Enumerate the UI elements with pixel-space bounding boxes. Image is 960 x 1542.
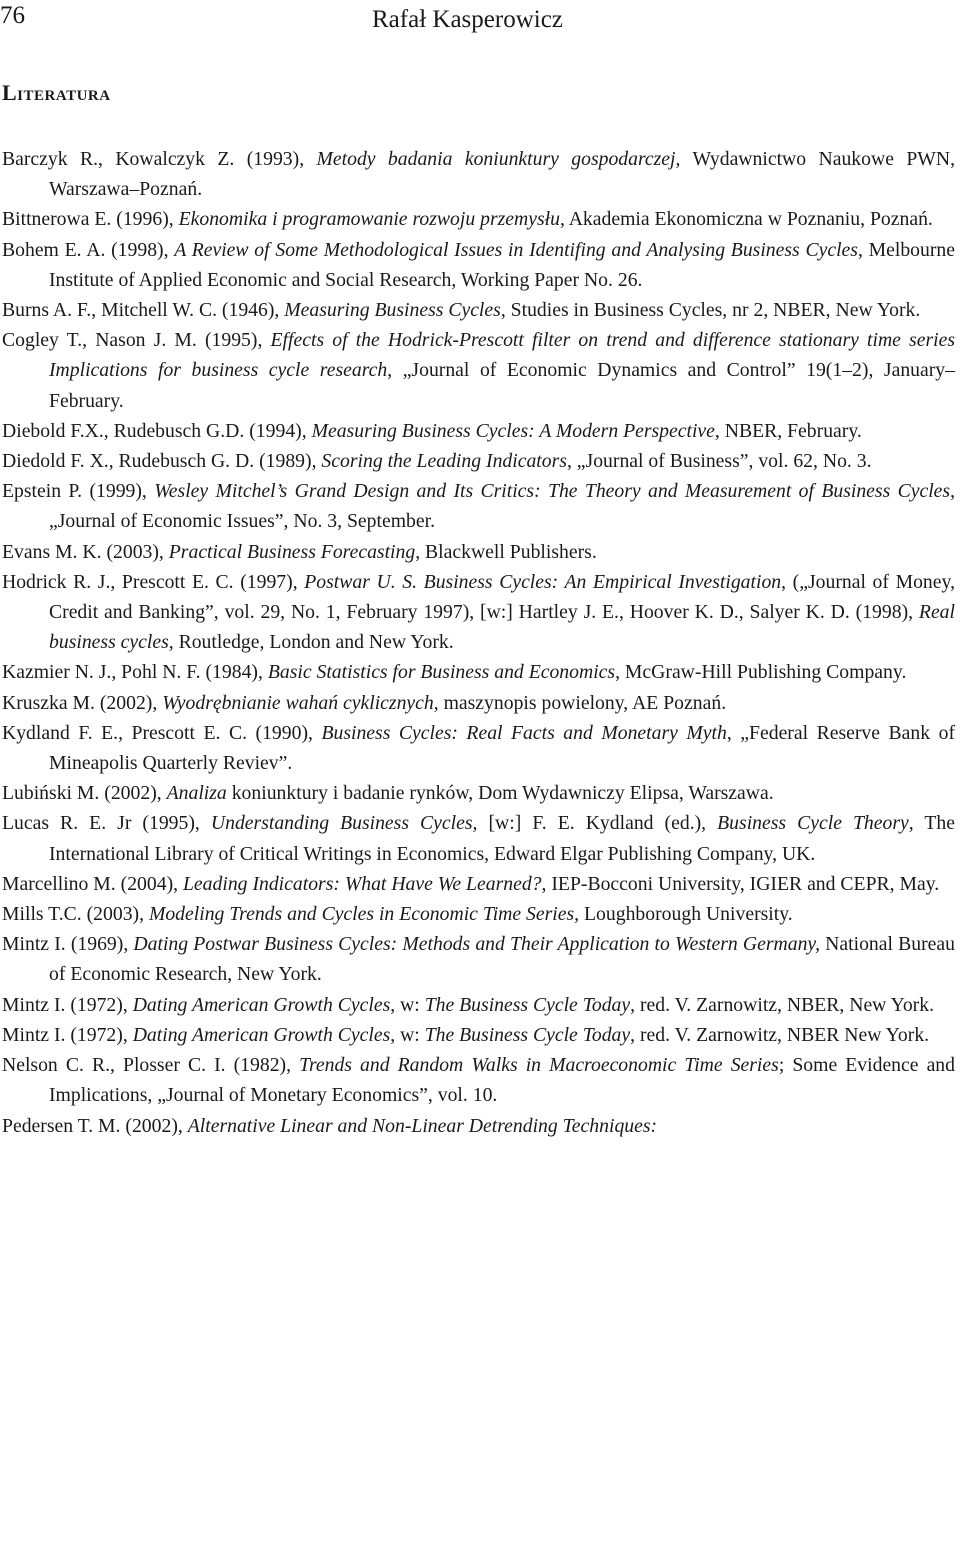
reference-entry <box>2 446 955 476</box>
reference-text: Mintz I. (1972), <box>2 1023 133 1046</box>
reference-entry <box>2 869 955 899</box>
reference-title: Leading Indicators: What Have We Learned? <box>182 872 542 895</box>
reference-text: Mills T.C. (2003), <box>2 903 149 926</box>
reference-text: koniunktury i badanie rynków, Dom Wydawniczy Elipsa, Warszawa. <box>226 782 774 805</box>
reference-entry <box>2 688 955 718</box>
reference-text: , Studies in Business Cycles, nr 2, NBER, New York. <box>500 299 921 322</box>
reference-title: The Business Cycle Today <box>424 1023 631 1046</box>
reference-title: Scoring the Leading Indicators <box>321 450 567 473</box>
reference-text: , Blackwell Publishers. <box>415 540 597 563</box>
reference-entry <box>2 990 955 1020</box>
reference-text: Kruszka M. (2002), <box>2 691 163 714</box>
reference-title: Measuring Business Cycles <box>284 299 501 322</box>
reference-title: Basic Statistics for Business and Economics <box>267 661 616 684</box>
reference-text: Bohem E. A. (1998), <box>2 238 175 261</box>
reference-text: , red. V. Zarnowitz, NBER, New York. <box>630 993 935 1016</box>
reference-title: A Review of Some Methodological Issues in Identifing and Analysing Business Cycles <box>174 238 858 261</box>
reference-text: Nelson C. R., Plosser C. I. (1982), <box>2 1054 300 1077</box>
reference-text: , McGraw-Hill Publishing Company. <box>615 661 907 684</box>
reference-title: Practical Business Forecasting <box>168 540 416 563</box>
reference-text: Burns A. F., Mitchell W. C. (1946), <box>2 299 285 322</box>
reference-text: , w: <box>390 993 425 1016</box>
reference-title: The Business Cycle Today <box>424 993 631 1016</box>
reference-entry <box>2 657 955 687</box>
reference-entry <box>2 416 955 446</box>
reference-text: , Akademia Ekonomiczna w Poznaniu, Poznań. <box>559 208 933 231</box>
reference-text: , „Journal of Economic Dynamics and Control” 19(1–2), January–February. <box>49 359 955 412</box>
reference-title: Analiza <box>166 782 227 805</box>
reference-text: Diedold F. X., Rudebusch G. D. (1989), <box>2 450 322 473</box>
reference-text: Lucas R. E. Jr (1995), <box>2 812 211 835</box>
reference-entry <box>2 1020 955 1050</box>
reference-text: , maszynopis powielony, AE Poznań. <box>433 691 727 714</box>
reference-text: , („Journal of Money, Credit and Banking”, vol. 29, No. 1, February 1997), [w:] Hartley J. E., Hoover K. D., Salyer K. D. (1998), <box>49 570 955 624</box>
reference-text: National Bureau of Economic Research, New York. <box>49 933 955 986</box>
reference-entry <box>2 718 955 778</box>
reference-text: Lubiński M. (2002), <box>2 782 167 805</box>
reference-title: Business Cycle Theory <box>717 812 909 835</box>
reference-title: Dating Postwar Business Cycles: Methods and Their Application to Western Germany, <box>133 933 820 956</box>
reference-text: Cogley T., Nason J. M. (1995), <box>2 329 271 352</box>
reference-title: Real business cycles <box>49 601 955 654</box>
reference-entry <box>2 325 955 416</box>
reference-text: Marcellino M. (2004), <box>2 872 183 895</box>
reference-title: Postwar U. S. Business Cycles: An Empirical Investigation <box>304 570 782 593</box>
reference-text: , w: <box>390 1023 425 1046</box>
reference-entry <box>2 204 955 234</box>
reference-title: Metody badania koniunktury gospodarczej, <box>316 148 681 170</box>
reference-text: , „Federal Reserve Bank of Mineapolis Quarterly Reviev”. <box>49 721 955 775</box>
reference-title: Business Cycles: Real Facts and Monetary Myth <box>321 721 727 744</box>
reference-text: Kydland F. E., Prescott E. C. (1990), <box>2 721 322 744</box>
reference-text: [w:] F. E. Kydland (ed.), <box>477 812 718 835</box>
reference-text: ; Some Evidence and Implications, „Journal of Monetary Economics”, vol. 10. <box>49 1054 955 1107</box>
reference-title: Ekonomika i programowanie rozwoju przemysłu <box>178 208 560 231</box>
reference-entry <box>2 235 955 295</box>
reference-text: Kazmier N. J., Pohl N. F. (1984), <box>2 661 268 684</box>
reference-entry <box>2 295 955 325</box>
reference-entry <box>2 1050 955 1110</box>
reference-entry <box>2 899 955 929</box>
reference-title: Modeling Trends and Cycles in Economic Time Series <box>148 903 575 926</box>
reference-text: Evans M. K. (2003), <box>2 540 169 563</box>
reference-text: Diebold F.X., Rudebusch G.D. (1994), <box>2 419 312 442</box>
reference-entry <box>2 537 955 567</box>
reference-entry <box>2 778 955 808</box>
reference-text: Barczyk R., Kowalczyk Z. (1993), <box>2 148 317 170</box>
reference-text: , red. V. Zarnowitz, NBER New York. <box>630 1023 930 1046</box>
section-title: Literatura <box>2 80 111 105</box>
reference-title: Understanding Business Cycles, <box>210 812 478 835</box>
reference-text: Pedersen T. M. (2002), <box>2 1114 188 1137</box>
reference-text: , IEP-Bocconi University, IGIER and CEPR, May. <box>541 872 940 895</box>
reference-entry <box>2 929 955 989</box>
reference-title: Wyodrębnianie wahań cyklicznych <box>162 691 434 714</box>
reference-entry <box>2 144 955 204</box>
reference-text: Wydawnictwo Naukowe PWN, Warszawa–Poznań. <box>49 148 955 201</box>
reference-entry <box>2 476 955 536</box>
reference-text: , Melbourne Institute of Applied Economic and Social Research, Working Paper No. 26. <box>49 238 955 291</box>
reference-text: Hodrick R. J., Prescott E. C. (1997), <box>2 570 305 593</box>
reference-list <box>2 144 955 1141</box>
reference-title: Measuring Business Cycles: A Modern Perspective <box>311 419 715 442</box>
reference-text: Bittnerowa E. (1996), <box>2 208 179 231</box>
reference-entry <box>2 1111 955 1141</box>
reference-title: Dating American Growth Cycles <box>132 1023 391 1046</box>
reference-text: , The International Library of Critical Writings in Economics, Edward Elgar Publishing Company, UK. <box>49 812 955 865</box>
reference-title: Effects of the Hodrick-Prescott filter on trend and difference stationary time series Implications for business cycle research <box>49 329 955 382</box>
page-number: 76 <box>0 2 25 29</box>
reference-entry <box>2 808 955 868</box>
running-head: Rafał Kasperowicz <box>372 6 563 33</box>
reference-text: , „Journal of Business”, vol. 62, No. 3. <box>566 450 872 473</box>
reference-text: , NBER, February. <box>714 419 862 442</box>
reference-title: Alternative Linear and Non-Linear Detrending Techniques: <box>187 1114 658 1137</box>
reference-text: Mintz I. (1972), <box>2 993 133 1016</box>
reference-text: , Routledge, London and New York. <box>168 631 454 654</box>
reference-title: Dating American Growth Cycles <box>132 993 391 1016</box>
reference-title: Wesley Mitchel’s Grand Design and Its Critics: The Theory and Measurement of Business Cycles <box>154 480 951 503</box>
reference-text: , „Journal of Economic Issues”, No. 3, September. <box>49 480 955 533</box>
reference-entry <box>2 567 955 658</box>
reference-text: Mintz I. (1969), <box>2 933 134 956</box>
reference-text: Epstein P. (1999), <box>2 480 155 503</box>
reference-title: Trends and Random Walks in Macroeconomic Time Series <box>299 1054 779 1077</box>
reference-text: , Loughborough University. <box>574 903 793 926</box>
